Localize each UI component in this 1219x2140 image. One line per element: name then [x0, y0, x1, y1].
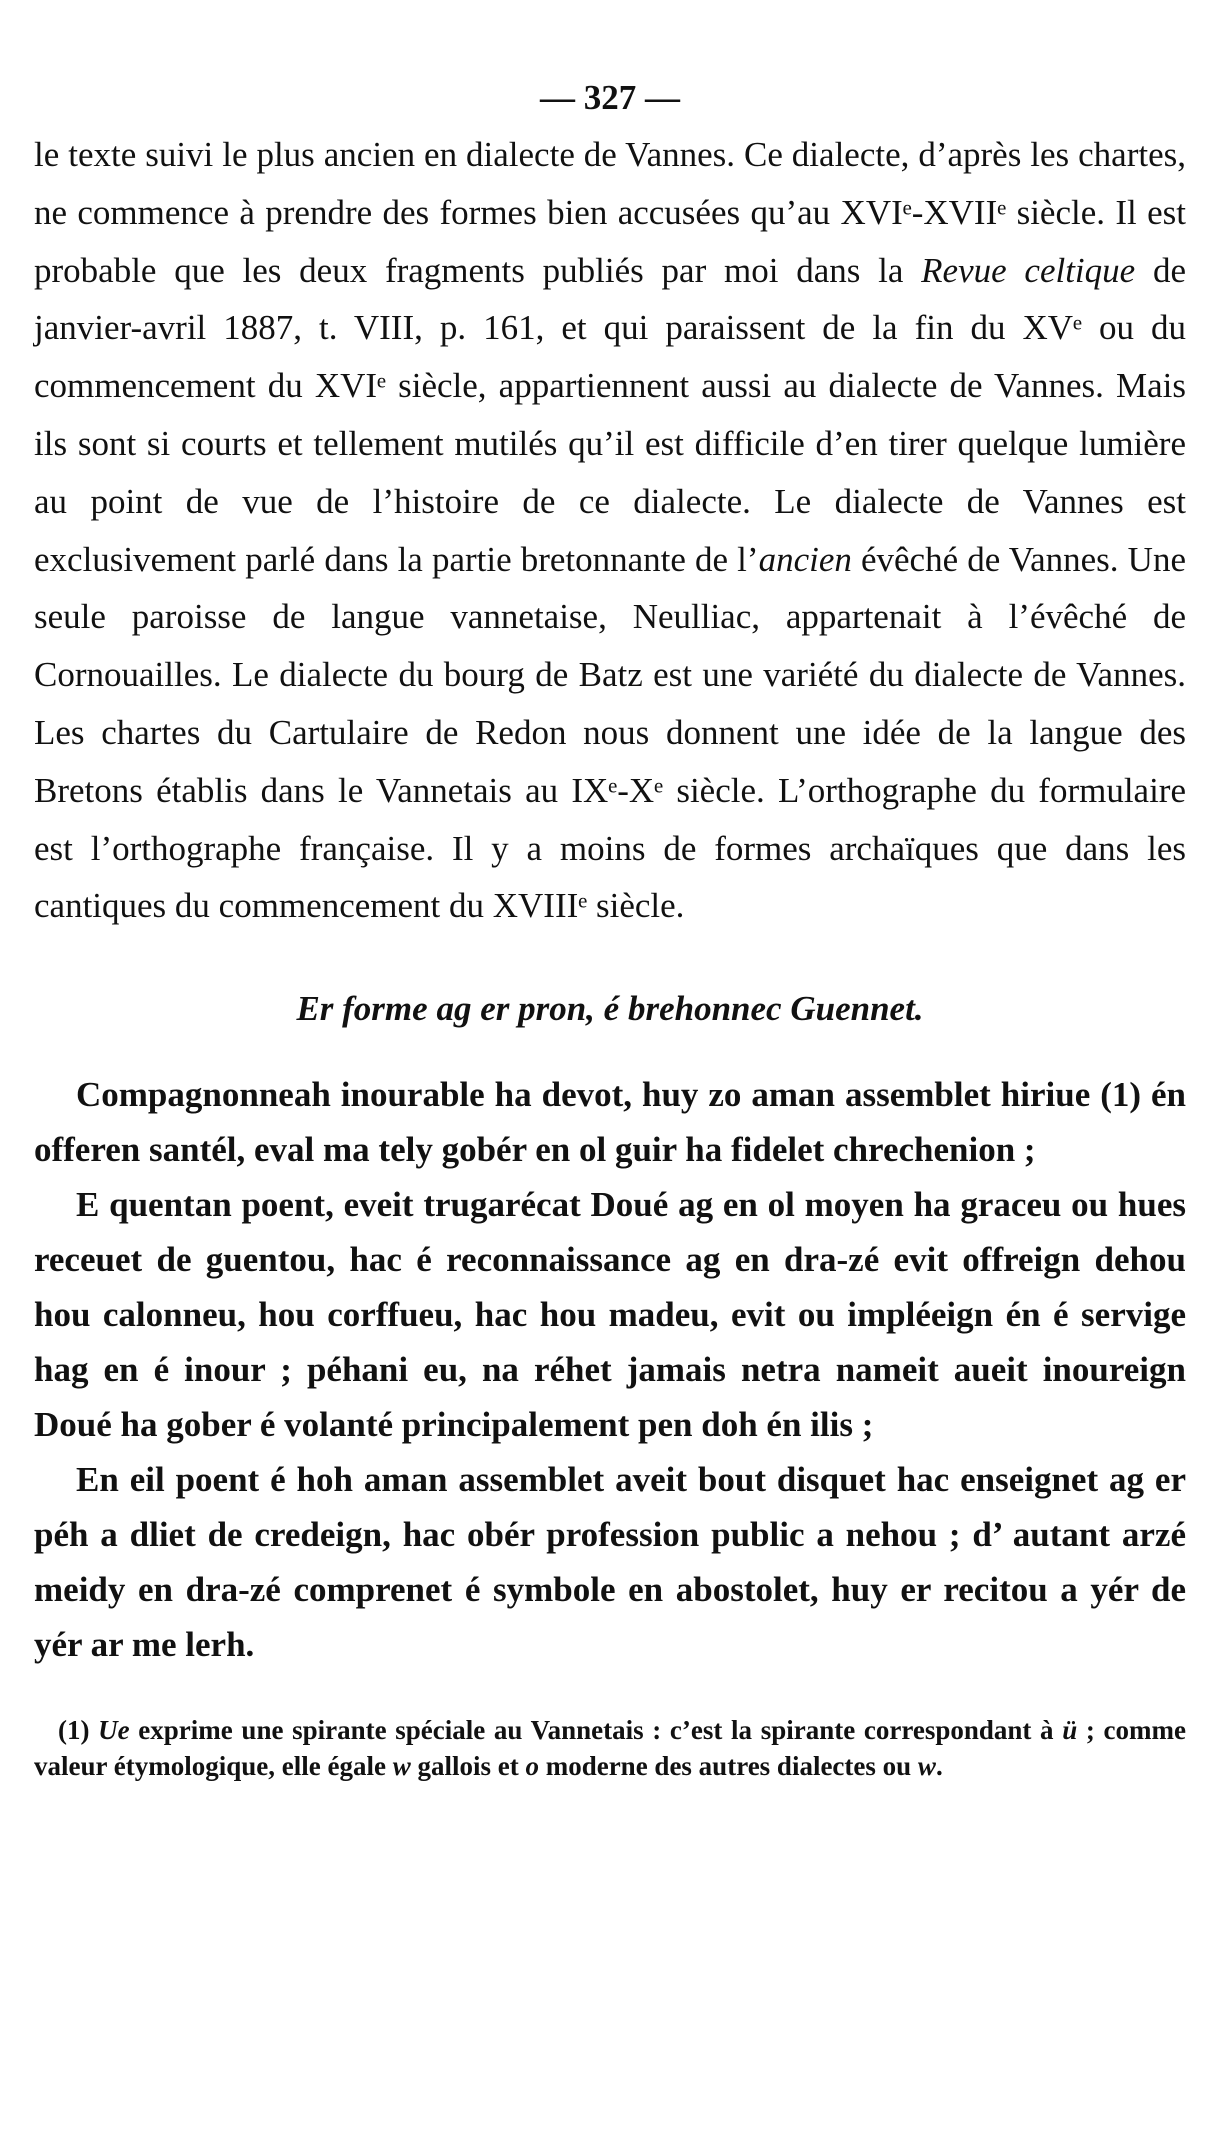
footnote-marker: (1): [58, 1715, 90, 1746]
footnote-text-5: .: [935, 1751, 943, 1782]
footnote-u-symbol: ü: [1062, 1715, 1078, 1746]
footnote-text-1: exprime une spirante spéciale au Vannetais : c’est la spirante correspondant à: [129, 1715, 1063, 1746]
formula-paragraph-2: E quentan poent, eveit trugarécat Doué ag en ol moyen ha graceu ou hues receuet de guentou, hac é reconnaissance ag en dra-zé evit offreign dehou hou calonneu, hou corffueu, hac hou madeu, evit ou impléeign én é servige hag en é inour ; péhani eu, na réhet jamais netra nameit aueit inoureign Doué ha gober é volanté principalement pen doh én ilis ;: [34, 1185, 1186, 1445]
footnote-o-symbol: o: [525, 1751, 539, 1782]
intro-text: [34, 126, 1186, 935]
intro-part-2: de janvier-avril 1887, t. VIII, p. 161, et qui paraissent de la fin du XVᵉ ou du commencement du XVIᵉ siècle, appartiennent aussi au dialecte de Vannes. Mais ils sont si courts et tellement mutilés qu’il est difficile d’en tirer quelque lumière au point de vue de l’histoire de ce dialecte. Le dialecte de Vannes est exclusivement parlé dans la partie bretonnante de l’: [34, 250, 1186, 579]
footnote-w-symbol: w: [392, 1751, 411, 1782]
footnote-text-4: moderne des autres dialectes ou: [538, 1751, 918, 1782]
formula-paragraph-3: En eil poent é hoh aman assemblet aveit bout disquet hac enseignet ag er péh a dliet de credeign, hac obér profession public a nehou ; d’ autant arzé meidy en dra-zé comprenet é symbole en abostolet, huy er recitou a yér de yér ar me lerh.: [34, 1460, 1186, 1665]
formula-paragraph-1: Compagnonneah inourable ha devot, huy zo aman assemblet hiriue (1) én offeren santél, eval ma tely gobér en ol guir ha fidelet chrechenion ;: [34, 1075, 1186, 1170]
footnote-term: Ue: [98, 1715, 130, 1746]
intro-paragraph: [34, 126, 1186, 935]
formula-text: [34, 1067, 1186, 1672]
page: [34, 76, 1186, 1784]
footnote-w2-symbol: w: [917, 1751, 936, 1782]
footnote-text-2: ; comme valeur étymologique, elle égale: [34, 1715, 1186, 1782]
revue-celtique-title: Revue celtique: [921, 250, 1136, 290]
footnote-text-3: gallois et: [410, 1751, 526, 1782]
ancien-word: ancien: [758, 539, 852, 579]
intro-part-3: évêché de Vannes. Une seule paroisse de langue vannetaise, Neulliac, appartenait à l’évêché de Cornouailles. Le dialecte du bourg de Batz est une variété du dialecte de Vannes. Les chartes du Cartulaire de Redon nous donnent une idée de la langue des Bretons établis dans le Vannetais au IXᵉ-Xᵉ siècle. L’orthographe du formulaire est l’orthographe française. Il y a moins de formes archaïques que dans les cantiques du commencement du XVIIIᵉ siècle.: [34, 539, 1186, 926]
intro-part-1: le texte suivi le plus ancien en dialecte de Vannes. Ce dialecte, d’après les chartes, ne commence à prendre des formes bien accusées qu’au XVIᵉ-XVIIᵉ siècle. Il est probable que les deux fragments publiés par moi dans la: [34, 135, 1186, 290]
section-title: Er forme ag er pron, é brehonnec Guennet.: [296, 989, 924, 1029]
footnote: [34, 1712, 1186, 1784]
page-number: — 327 —: [540, 78, 680, 117]
